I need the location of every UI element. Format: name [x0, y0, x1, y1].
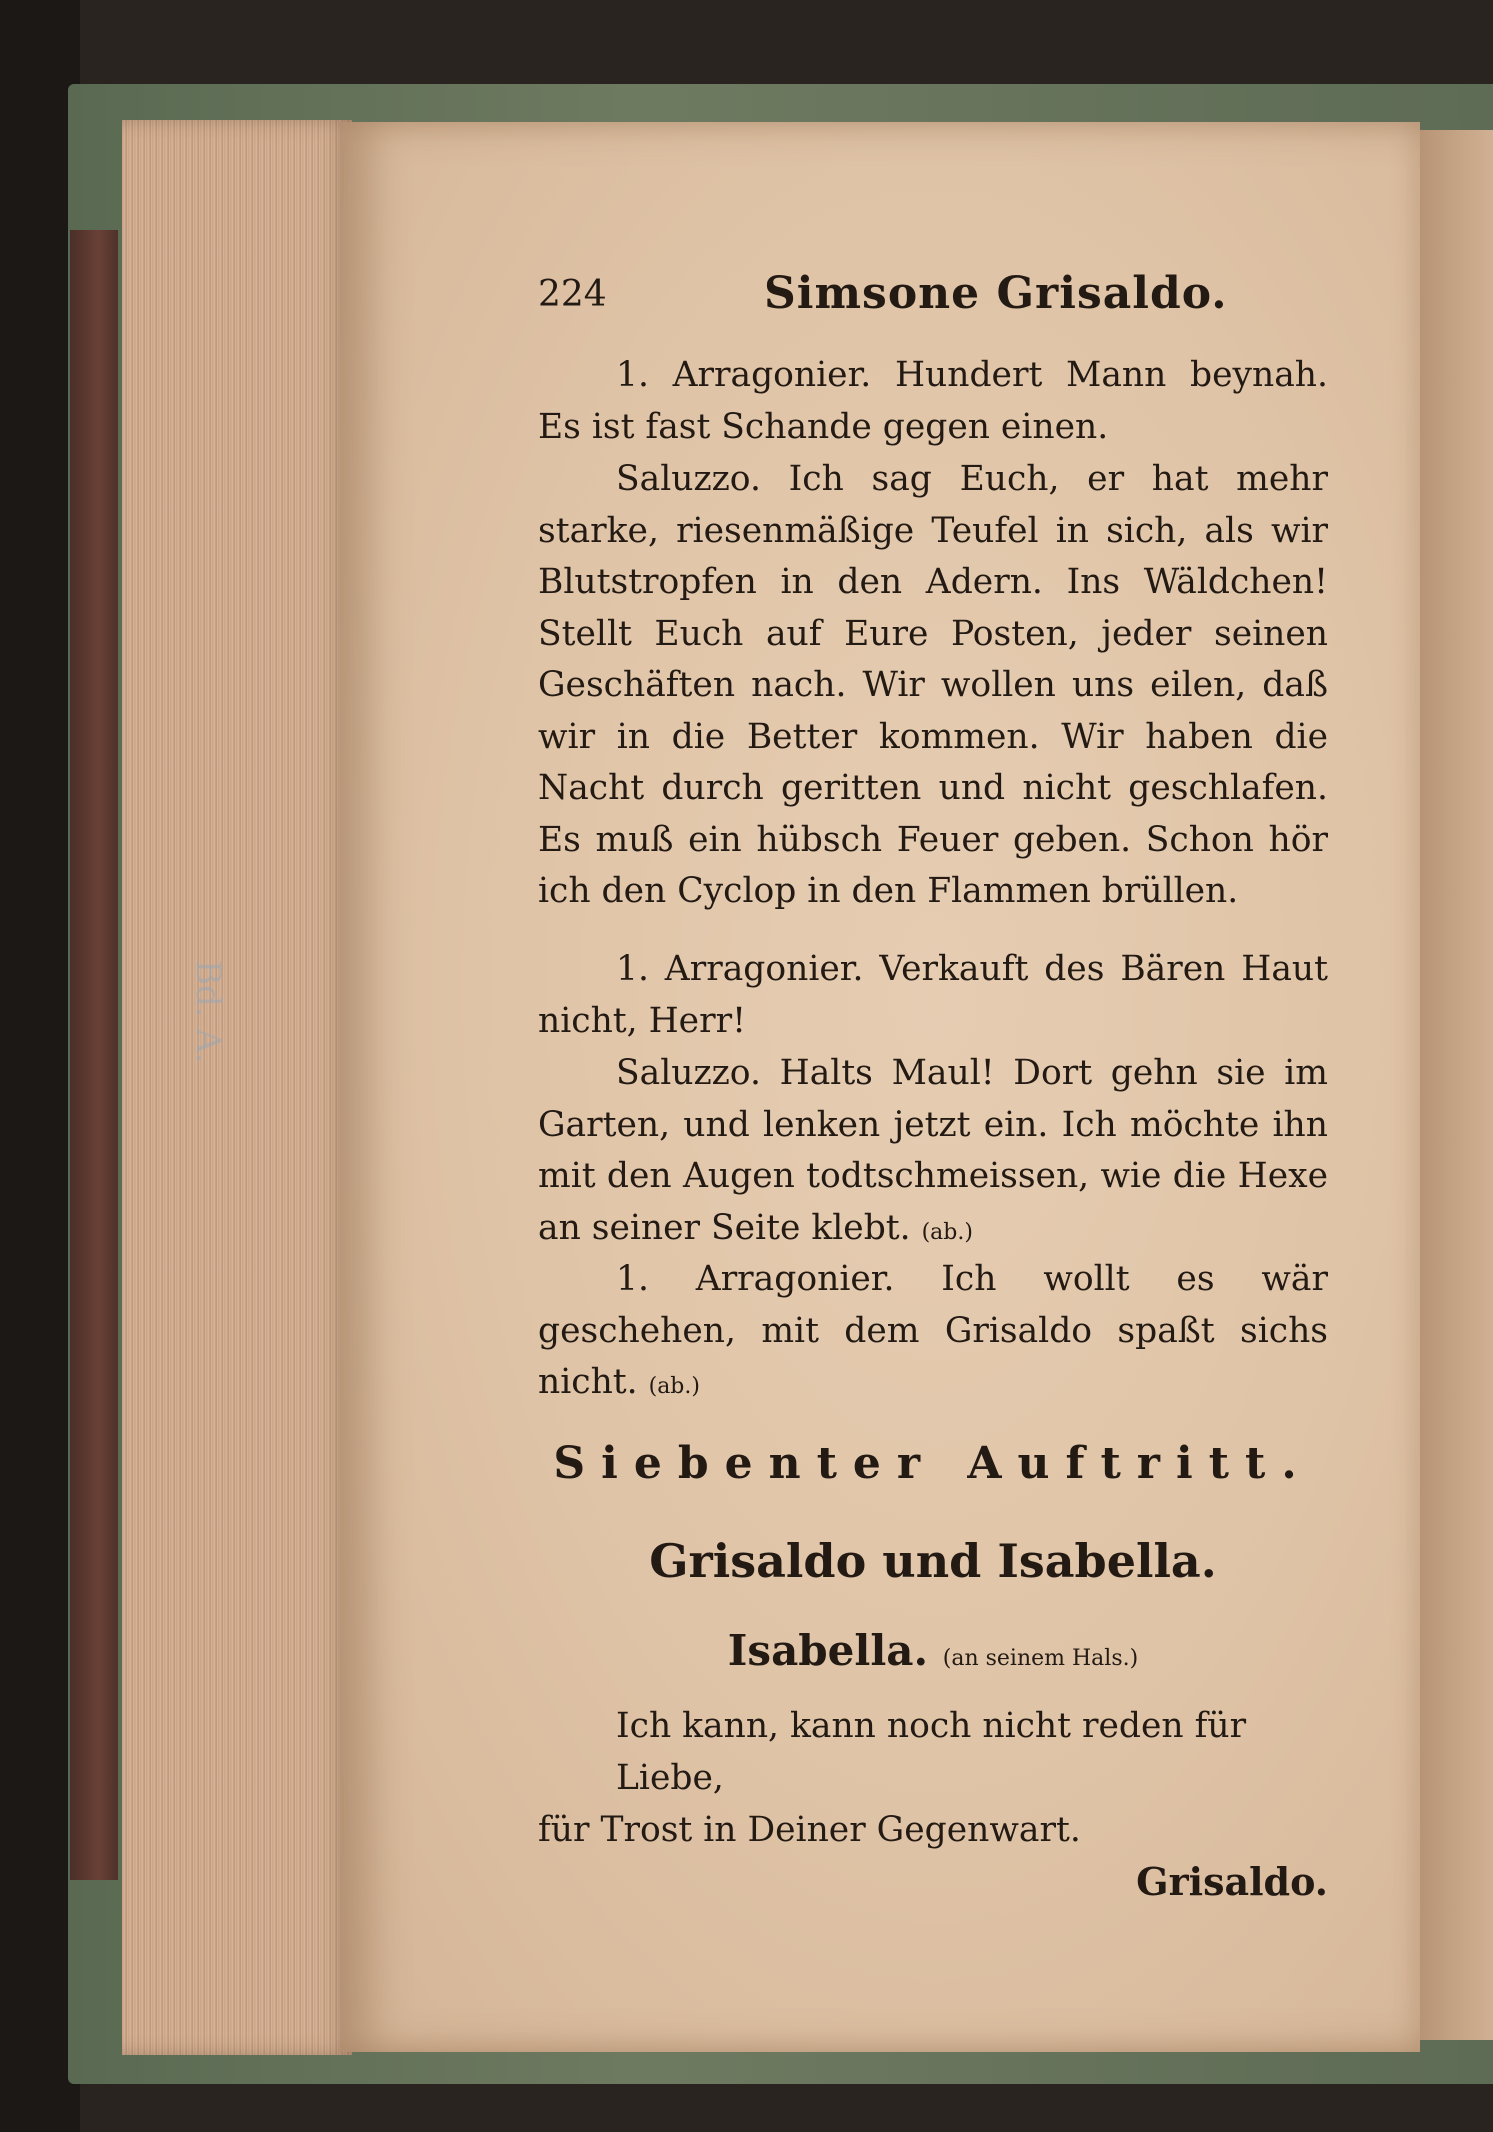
stage-direction: (ab.): [648, 1374, 700, 1399]
paragraph-2: Saluzzo. Ich sag Euch, er hat mehr starke, riesenmäßige Teufel in sich, als wir Blutstropfen in den Adern. Ins Wäldchen! Stellt Euch auf Eure Posten, jeder seinen Geschäften nach. Wir wollen uns eilen, daß wir in die Better kommen. Wir haben die Nacht durch geritten und nicht geschlafen. Es muß ein hübsch Feuer geben. Schon hör ich den Cyclop in den Flammen brüllen.: [538, 459, 1328, 911]
speaker-name: Isabella.: [727, 1626, 929, 1675]
paragraph-1: 1. Arragonier. Hundert Mann beynah. Es ist fast Schande gegen einen.: [538, 355, 1328, 447]
page-edges: [122, 120, 352, 2055]
page-header: [538, 268, 1328, 328]
paragraph-5: 1. Arragonier. Ich wollt es wär geschehen, mit dem Grisaldo spaßt sichs nicht. (ab.): [538, 1259, 1328, 1402]
verse-line: für Trost in Deiner Gegenwart.: [538, 1810, 1081, 1850]
facing-page-edge: [1420, 130, 1493, 2040]
scene-persons: Grisaldo und Isabella.: [649, 1534, 1217, 1588]
verse-line: Ich kann, kann noch nicht reden für Liebe,: [616, 1706, 1247, 1798]
stage-direction: (ab.): [921, 1219, 973, 1245]
cover-board-edge: [70, 230, 118, 1880]
next-speaker: Grisaldo.: [1136, 1859, 1328, 1904]
verse-block: [538, 1700, 1328, 1908]
paragraph-3: 1. Arragonier. Verkauft des Bären Haut nicht, Herr!: [538, 949, 1328, 1041]
paragraph-4: Saluzzo. Halts Maul! Dort gehn sie im Garten, und lenken jetzt ein. Ich möchte ihn mit den Augen todtschmeissen, wie die Hexe an seiner Seite klebt. (ab.): [538, 1053, 1328, 1248]
speaker-heading: [538, 1626, 1328, 1675]
stage-direction: (an seinem Hals.): [942, 1646, 1139, 1671]
scene-heading: Siebenter Auftritt.: [553, 1438, 1313, 1489]
library-stamp: Bd. A.: [188, 960, 228, 1064]
page-number: 224: [538, 274, 607, 315]
running-title: Simsone Grisaldo.: [764, 268, 1228, 319]
